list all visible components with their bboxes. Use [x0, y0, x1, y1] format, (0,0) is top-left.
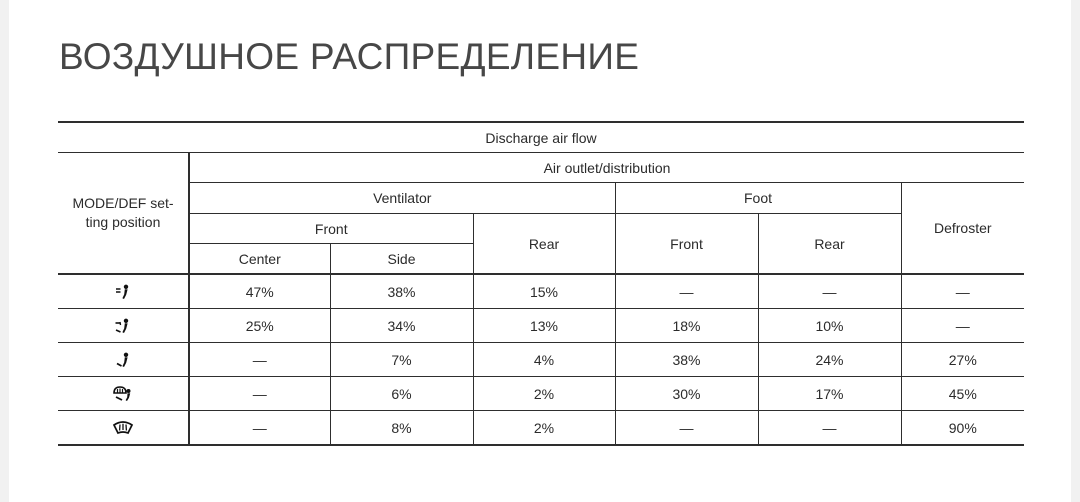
table-caption: Discharge air flow — [58, 122, 1024, 153]
table-cell: 2% — [473, 411, 615, 446]
foot-defrost-mode-icon — [113, 386, 133, 402]
table-cell: 47% — [189, 274, 330, 309]
mode-cell — [58, 343, 189, 377]
mode-header-label: MODE/DEF set-ting position — [72, 195, 174, 230]
table-cell: 6% — [330, 377, 473, 411]
mode-cell — [58, 274, 189, 309]
vent-mode-icon — [115, 284, 131, 300]
table-cell: — — [189, 411, 330, 446]
table-cell: 38% — [330, 274, 473, 309]
table-cell: 7% — [330, 343, 473, 377]
table-cell: — — [189, 377, 330, 411]
table-cell: — — [758, 274, 901, 309]
foot-rear-header: Rear — [758, 214, 901, 275]
table-cell: 15% — [473, 274, 615, 309]
table-cell: — — [189, 343, 330, 377]
foot-front-header: Front — [615, 214, 758, 275]
table-cell: 8% — [330, 411, 473, 446]
mode-cell — [58, 309, 189, 343]
table-cell: 34% — [330, 309, 473, 343]
table-cell: 45% — [901, 377, 1024, 411]
table-cell: 17% — [758, 377, 901, 411]
table-cell: 2% — [473, 377, 615, 411]
page — [9, 0, 1071, 502]
table-cell: 4% — [473, 343, 615, 377]
table-cell: 13% — [473, 309, 615, 343]
table-cell: 30% — [615, 377, 758, 411]
table-cell: 90% — [901, 411, 1024, 446]
air-outlet-header: Air outlet/distribution — [189, 153, 1024, 183]
table-cell: 24% — [758, 343, 901, 377]
table-cell: — — [901, 309, 1024, 343]
table-cell: 10% — [758, 309, 901, 343]
defroster-header: Defroster — [901, 183, 1024, 275]
table-cell: 27% — [901, 343, 1024, 377]
table-cell: 25% — [189, 309, 330, 343]
foot-header: Foot — [615, 183, 901, 214]
bi-level-mode-icon — [114, 318, 132, 334]
air-distribution-table — [58, 121, 1024, 446]
table-cell: — — [615, 274, 758, 309]
foot-mode-icon — [116, 352, 130, 368]
defrost-mode-icon — [112, 420, 134, 436]
table-cell: 18% — [615, 309, 758, 343]
mode-cell — [58, 411, 189, 446]
mode-header — [58, 153, 189, 275]
page-title: ВОЗДУШНОЕ РАСПРЕДЕЛЕНИЕ — [59, 36, 640, 77]
vent-front-header: Front — [189, 214, 473, 244]
vent-rear-header: Rear — [473, 214, 615, 275]
mode-cell — [58, 377, 189, 411]
table-cell: — — [758, 411, 901, 446]
table-cell: — — [615, 411, 758, 446]
center-header: Center — [189, 244, 330, 275]
side-header: Side — [330, 244, 473, 275]
table-cell: 38% — [615, 343, 758, 377]
table-cell: — — [901, 274, 1024, 309]
ventilator-header: Ventilator — [189, 183, 615, 214]
